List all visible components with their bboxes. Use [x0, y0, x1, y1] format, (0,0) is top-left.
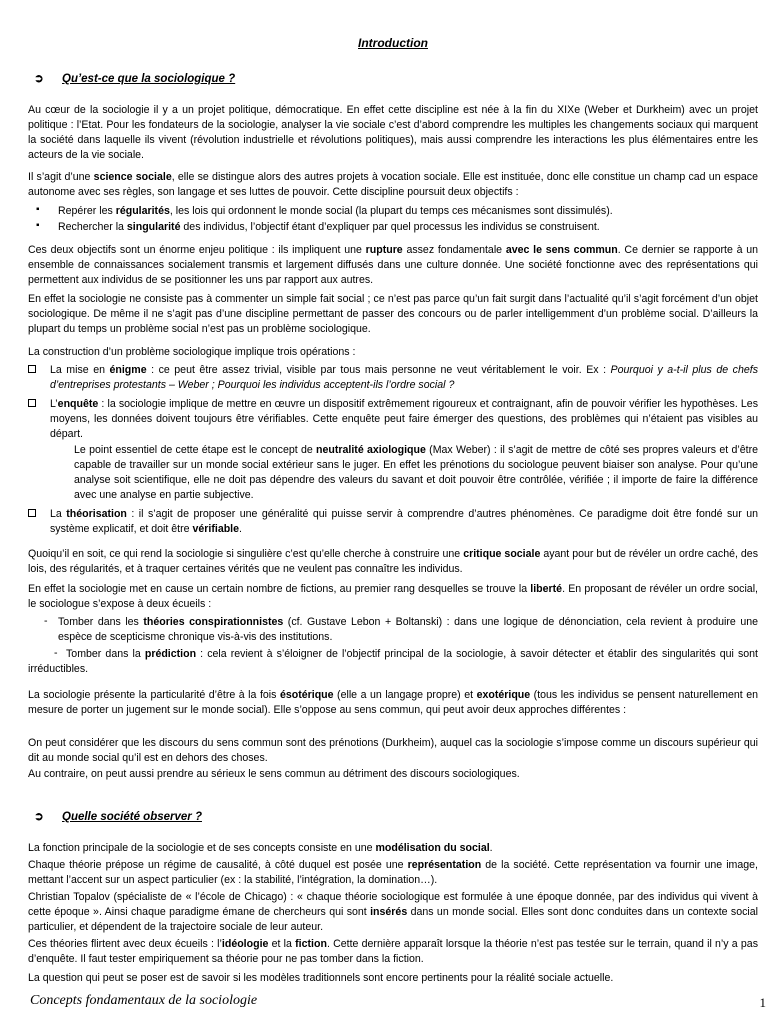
list-item: - Tomber dans les théories conspirationnistes (cf. Gustave Lebon + Boltanski) : dans une logique de dénonciation, cela revient à produire une espèce de scepticisme chronique vis-à-vis des institutions. [44, 615, 758, 643]
square-bullet-icon: ▪ [36, 220, 40, 231]
checkbox-bullet-icon [28, 365, 36, 373]
list-item: La mise en énigme : ce peut être assez trivial, visible par tous mais personne ne veut véritablement le voir. Ex : Pourquoi y a-t-il plus de chefs d’entreprises protestants – Weber ; Pourquoi les individus acceptent-ils l’ordre social ? [28, 363, 758, 393]
arrow-icon: ➲ [34, 811, 44, 823]
paragraph: Christian Topalov (spécialiste de « l’école de Chicago) : « chaque théorie sociologique est formulée à une époque donnée, par des individus qui vivent à cette époque ». Ainsi chaque paradigme émane de chercheurs qui sont insérés dans un monde social. Elles sont donc conduites dans un contexte social particulier, et dépendent de la trajectoire sociale de leur auteur. [28, 891, 758, 933]
paragraph: La fonction principale de la sociologie et de ses concepts consiste en une modélisation du social. [28, 842, 493, 854]
dash-marker: - [54, 647, 58, 659]
checkbox-bullet-icon [28, 509, 36, 517]
paragraph: La construction d’un problème sociologique implique trois opérations : [28, 346, 356, 358]
document-page [28, 0, 758, 1024]
dash-marker: - [44, 615, 48, 627]
paragraph: Au cœur de la sociologie il y a un projet politique, démocratique. En effet cette discipline est née à la fin du XIXe (Weber et Durkheim) avec un projet politique : l’Etat. Pour les fondateurs de la sociologie, analyser la vie sociale c’est d’abord comprendre les multiples les changements sociaux qui marquent la société dans laquelle ils vivent (révolution industrielle et révolutions politiques), mais aussi comprendre les interactions les plus élémentaires entre les acteurs de la vie sociale. [28, 104, 758, 161]
square-bullet-icon: ▪ [36, 204, 40, 215]
paragraph: En effet la sociologie met en cause un certain nombre de fictions, au premier rang desquelles se trouve la liberté. En proposant de révéler un ordre social, le sociologue s’expose à deux écueils : [28, 583, 758, 610]
paragraph: Il s’agit d’une science sociale, elle se distingue alors des autres projets à vocation sociale. Elle est instituée, donc elle constitue un champ cad un espace autonome avec ses règles, son langage et ses luttes de pouvoir. Cette discipline poursuit deux objectifs : [28, 171, 758, 198]
checkbox-bullet-icon [28, 399, 36, 407]
paragraph: On peut considérer que les discours du sens commun sont des prénotions (Durkheim), auquel cas la sociologie s’impose comme un discours supérieur qui dit au monde social qu’il est en dehors des choses. [28, 737, 758, 764]
list-item: ▪ Repérer les régularités, les lois qui ordonnent le monde social (la plupart du temps ces mécanismes sont dissimulés). [36, 204, 613, 217]
arrow-icon: ➲ [34, 73, 44, 85]
paragraph: La question qui peut se poser est de savoir si les modèles traditionnels sont encore pertinents pour la réalité sociale actuelle. [28, 972, 614, 984]
list-item: L’enquête : la sociologie implique de mettre en œuvre un dispositif extrêmement rigoureux et contraignant, afin de pouvoir vérifier les hypothèses. Les moyens, les données doivent toujours être vérifiables. Cette enquête peut faire émerger des questions, des problèmes qui n’étaient pas visibles au départ. [28, 397, 758, 442]
paragraph: Chaque théorie prépose un régime de causalité, à côté duquel est posée une représentation de la société. Cette représentation va fournir une image, mettant l’accent sur un aspect particulier (ex : la stabilité, l’intégration, la domination…). [28, 859, 758, 886]
paragraph: Ces théories flirtent avec deux écueils : l’idéologie et la fiction. Cette dernière apparaît lorsque la théorie n’est pas testée sur le terrain, quand il n’y a pas d’enquête. Il faut tester empiriquement sa théorie pour ne pas tomber dans la fiction. [28, 938, 758, 965]
section-heading-1: ➲ Qu’est-ce que la sociologique ? [34, 73, 236, 85]
footer-title: Concepts fondamentaux de la sociologie [30, 993, 258, 1008]
paragraph: Ces deux objectifs sont un énorme enjeu politique : ils impliquent une rupture assez fondamentale avec le sens commun. Ce dernier se rapporte à un ensemble de connaissances socialement transmis et largement diffusés dans une culture donnée. Une société fonctionne avec des représentations qui permettent aux individus de se positionner les uns par rapport aux autres. [28, 244, 758, 286]
paragraph: La sociologie présente la particularité d’être à la fois ésotérique (elle a un langage propre) et exotérique (tous les individus se pensent naturellement en mesure de porter un jugement sur le monde social). Elle s’oppose au sens commun, qui peut avoir deux approches différentes : [28, 689, 758, 716]
paragraph: Quoiqu’il en soit, ce qui rend la sociologie si singulière c’est qu’elle cherche à construire une critique sociale ayant pour but de révéler un ordre caché, des lois, des régularités, et à traquer certaines vérités que ne veulent pas connaître les individus. [28, 548, 758, 575]
list-item: La théorisation : il s’agit de proposer une généralité qui puisse servir à comprendre d’autres phénomènes. Ce paradigme doit être fondé sur un système explicatif, et doit être vérifiable. [28, 507, 758, 537]
paragraph: En effet la sociologie ne consiste pas à commenter un simple fait social ; ce n’est pas parce qu’un fait surgit dans l’actualité qu’il s’agit forcément d’un objet sociologique. De même il ne s’agit pas d’une discipline permettant de passer des concours ou de parler intelligemment d’un problème social. D’ailleurs la plupart du temps un problème social n’est pas un problème sociologique. [28, 293, 758, 335]
paragraph: Au contraire, on peut aussi prendre au sérieux le sens commun au détriment des discours sociologiques. [28, 768, 520, 780]
list-item: ▪ Rechercher la singularité des individus, l’objectif étant d’expliquer par quel processus les individus se construisent. [36, 220, 600, 233]
section-heading-2: ➲ Quelle société observer ? [34, 811, 202, 823]
page-number: 1 [759, 995, 766, 1010]
list-item: - Tomber dans la prédiction : cela revient à s’éloigner de l’objectif principal de la sociologie, à savoir détecter et établir des singularités qui sont irréductibles. [28, 647, 758, 675]
page-title: Introduction [358, 36, 428, 50]
paragraph: Le point essentiel de cette étape est le concept de neutralité axiologique (Max Weber) : il s’agit de mettre de côté ses propres valeurs et d’être capable de travailler sur un monde social extérieur sans le juger. En effet les prénotions du sociologue peuvent biaiser son analyse. Pour qu’une analyse soit scientifique, elle ne doit pas dépendre des valeurs du savant et doit pouvoir être contrôlée, vérifiée ; il importe de faire la différence avec une analyse en partie subjective. [74, 444, 758, 501]
